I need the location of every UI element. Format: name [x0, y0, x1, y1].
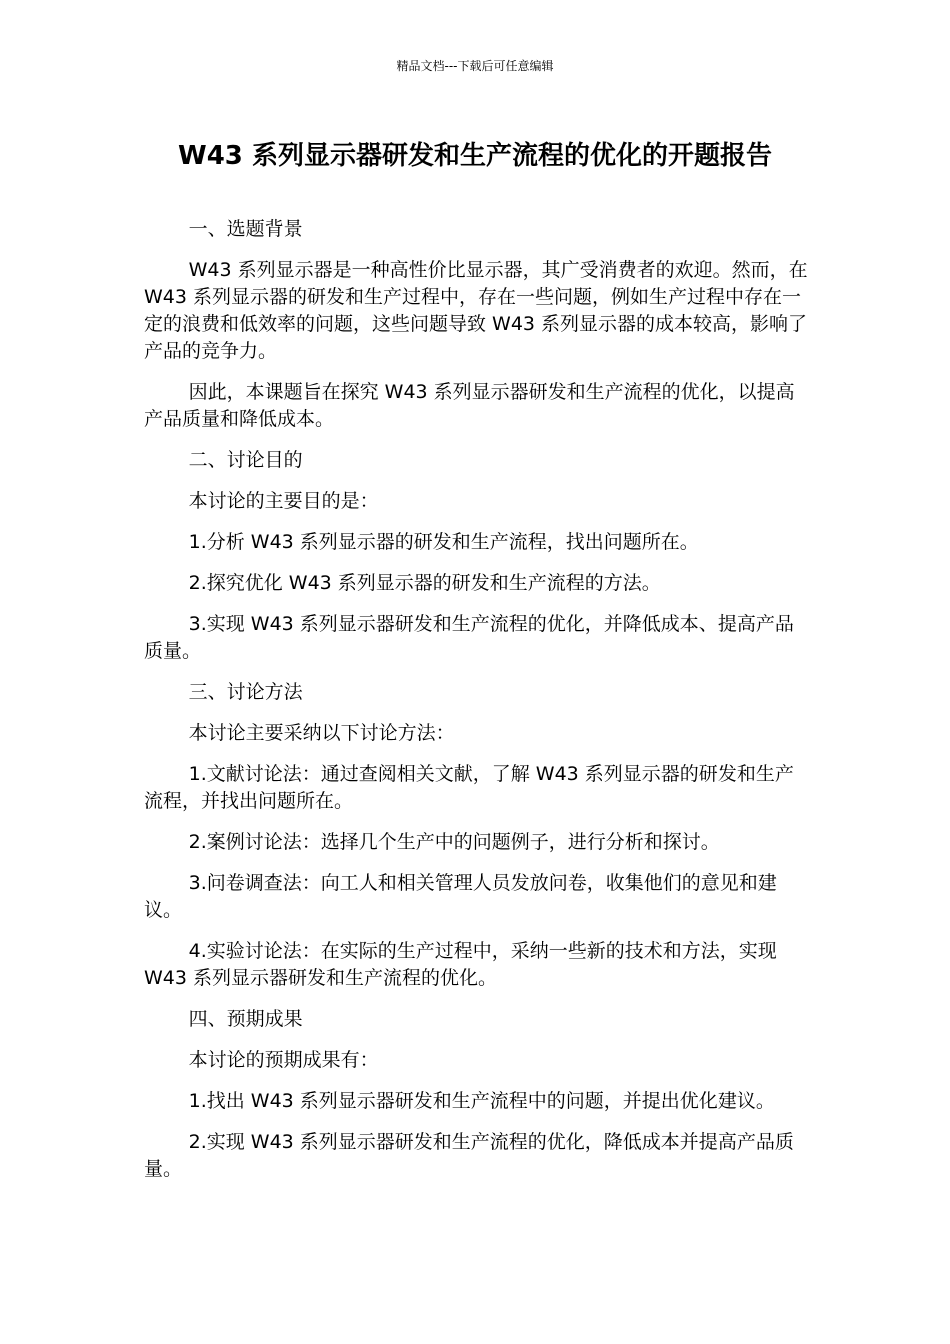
- section-heading-background: 一、选题背景: [188, 218, 303, 240]
- list-item-method-1: 1.文献讨论法：通过查阅相关文献，了解 W43 系列显示器的研发和生产流程，并找出问题所在。: [144, 763, 794, 812]
- document-body: [144, 216, 810, 1197]
- list-item-results-2: 2.实现 W43 系列显示器研发和生产流程的优化，降低成本并提高产品质量。: [144, 1131, 794, 1180]
- list-item-method-3: 3.问卷调查法：向工人和相关管理人员发放问卷，收集他们的意见和建议。: [144, 872, 777, 921]
- document-title: W43 系列显示器研发和生产流程的优化的开题报告: [178, 141, 772, 171]
- paragraph-background-2: 因此，本课题旨在探究 W43 系列显示器研发和生产流程的优化，以提高产品质量和降低成本。: [144, 381, 795, 430]
- list-item-purpose-1: 1.分析 W43 系列显示器的研发和生产流程，找出问题所在。: [188, 531, 699, 553]
- section-heading-method: 三、讨论方法: [188, 681, 303, 703]
- list-item-method-4: 4.实验讨论法：在实际的生产过程中，采纳一些新的技术和方法，实现 W43 系列显示器研发和生产流程的优化。: [144, 940, 777, 989]
- list-item-purpose-2: 2.探究优化 W43 系列显示器的研发和生产流程的方法。: [188, 572, 661, 594]
- list-item-results-1: 1.找出 W43 系列显示器研发和生产流程中的问题，并提出优化建议。: [188, 1090, 775, 1112]
- paragraph-method-intro: 本讨论主要采纳以下讨论方法：: [188, 722, 455, 744]
- list-item-purpose-3: 3.实现 W43 系列显示器研发和生产流程的优化，并降低成本、提高产品质量。: [144, 613, 794, 662]
- paragraph-background-1: W43 系列显示器是一种高性价比显示器，其广受消费者的欢迎。然而，在 W43 系列显示器的研发和生产过程中，存在一些问题，例如生产过程中存在一定的浪费和低效率的问题，这些问题导致 W43 系列显示器的成本较高，影响了产品的竞争力。: [144, 259, 808, 362]
- page-header: 精品文档---下载后可任意编辑: [396, 59, 554, 73]
- section-heading-purpose: 二、讨论目的: [188, 449, 303, 471]
- paragraph-purpose-intro: 本讨论的主要目的是：: [188, 490, 379, 512]
- list-item-method-2: 2.案例讨论法：选择几个生产中的问题例子，进行分析和探讨。: [188, 831, 720, 853]
- paragraph-results-intro: 本讨论的预期成果有：: [188, 1049, 379, 1071]
- section-heading-results: 四、预期成果: [188, 1008, 303, 1030]
